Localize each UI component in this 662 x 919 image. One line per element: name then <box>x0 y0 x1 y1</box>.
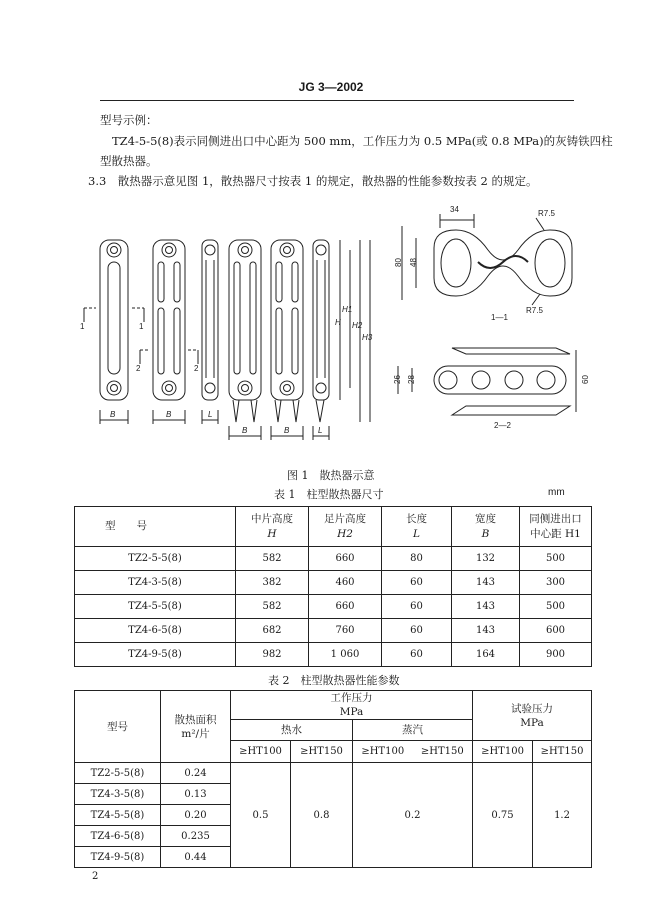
example-line-1: TZ4-5-5(8)表示同侧进出口中心距为 500 mm，工作压力为 0.5 MPa(或 0.8 MPa)的灰铸铁四柱 <box>112 134 613 148</box>
svg-text:2—2: 2—2 <box>494 421 511 430</box>
th-work-pressure: 工作压力 MPa <box>231 691 473 720</box>
cell-l: 60 <box>382 571 452 595</box>
cell-h: 982 <box>236 643 309 667</box>
cell-b: 132 <box>452 547 520 571</box>
section-mark-2b: 2 <box>194 364 199 373</box>
table-2 <box>74 690 592 868</box>
svg-text:R7.5: R7.5 <box>526 306 543 315</box>
cell-l: 60 <box>382 643 452 667</box>
radiator-view-1 <box>100 240 128 400</box>
th-test-pressure: 试验压力 MPa <box>473 691 592 741</box>
th-hot-ht100: ≥HT100 <box>231 741 291 763</box>
table-1-caption: 表 1 柱型散热器尺寸 <box>274 488 384 501</box>
radiator-view-3 <box>202 240 218 400</box>
cell-model: TZ4-3-5(8) <box>75 571 236 595</box>
svg-text:26: 26 <box>393 375 402 384</box>
radiator-view-6 <box>313 240 329 422</box>
cell-h1: 500 <box>520 547 592 571</box>
th-hot-water: 热水 <box>231 720 353 741</box>
table-row <box>75 643 592 667</box>
cell-model: TZ4-6-5(8) <box>75 619 236 643</box>
svg-text:48: 48 <box>409 258 418 267</box>
cell-model: TZ4-9-5(8) <box>75 643 236 667</box>
dim-b-2: B <box>166 410 172 419</box>
svg-text:80: 80 <box>394 258 403 267</box>
cell-h1: 300 <box>520 571 592 595</box>
th-steam-ht150: ≥HT150 <box>420 746 464 758</box>
cell-model: TZ4-3-5(8) <box>75 784 161 805</box>
dim-h: H <box>335 318 341 327</box>
cell-h2: 660 <box>309 595 382 619</box>
cell-l: 60 <box>382 595 452 619</box>
section-mark-1b: 1 <box>139 322 144 331</box>
th-model: 型 号 <box>75 507 236 547</box>
cell-area: 0.235 <box>161 826 231 847</box>
table-2-caption: 表 2 柱型散热器性能参数 <box>268 674 400 687</box>
cell-model: TZ2-5-5(8) <box>75 547 236 571</box>
section-mark-1a: 1 <box>80 322 85 331</box>
svg-text:1—1: 1—1 <box>491 313 508 322</box>
cell-b: 143 <box>452 571 520 595</box>
radiator-view-5 <box>271 240 303 422</box>
table-1 <box>74 506 592 667</box>
cell-steam: 0.2 <box>353 763 473 868</box>
radiator-figure <box>78 200 588 448</box>
page-number: 2 <box>92 871 99 882</box>
cell-l: 60 <box>382 619 452 643</box>
cell-h: 582 <box>236 595 309 619</box>
table-row <box>75 619 592 643</box>
th-area: 散热面积 m²/片 <box>161 691 231 763</box>
cell-h2: 460 <box>309 571 382 595</box>
cell-h: 582 <box>236 547 309 571</box>
th-hot-ht150: ≥HT150 <box>291 741 353 763</box>
cell-h: 382 <box>236 571 309 595</box>
dim-l-1: L <box>208 410 213 419</box>
th-h: 中片高度 H <box>236 507 309 547</box>
cell-test-ht100: 0.75 <box>473 763 533 868</box>
cell-test-ht150: 1.2 <box>533 763 592 868</box>
section-mark-2a: 2 <box>136 364 141 373</box>
dim-b-4: B <box>284 426 290 435</box>
cell-h1: 900 <box>520 643 592 667</box>
th-l: 长度 L <box>382 507 452 547</box>
document-header: JG 3—2002 <box>298 80 364 94</box>
cell-model: TZ4-9-5(8) <box>75 847 161 868</box>
th-model: 型号 <box>75 691 161 763</box>
dim-h2: H2 <box>352 321 363 330</box>
figure-caption: 图 1 散热器示意 <box>287 469 375 482</box>
section-2-2-drawing <box>393 348 590 430</box>
cell-b: 143 <box>452 619 520 643</box>
cell-model: TZ4-5-5(8) <box>75 595 236 619</box>
cell-h: 682 <box>236 619 309 643</box>
cell-h2: 760 <box>309 619 382 643</box>
cell-model: TZ4-5-5(8) <box>75 805 161 826</box>
cell-h2: 1 060 <box>309 643 382 667</box>
table-row <box>75 571 592 595</box>
section-1-1-drawing <box>394 205 572 322</box>
th-steam-ht100: ≥HT100 <box>361 746 405 758</box>
cell-b: 143 <box>452 595 520 619</box>
th-b: 宽度 B <box>452 507 520 547</box>
dim-b-1: B <box>110 410 116 419</box>
th-steam: 蒸汽 <box>353 720 473 741</box>
cell-hot-ht100: 0.5 <box>231 763 291 868</box>
cell-area: 0.24 <box>161 763 231 784</box>
cell-model: TZ4-6-5(8) <box>75 826 161 847</box>
cell-hot-ht150: 0.8 <box>291 763 353 868</box>
th-h2: 足片高度 H2 <box>309 507 382 547</box>
clause-3-3: 3.3 散热器示意见图 1，散热器尺寸按表 1 的规定，散热器的性能参数按表 2 的规定。 <box>88 174 538 188</box>
dim-h3: H3 <box>362 333 373 342</box>
svg-text:60: 60 <box>581 375 590 384</box>
svg-text:R7.5: R7.5 <box>538 209 555 218</box>
table-2-header-row-1 <box>75 691 592 720</box>
cell-area: 0.20 <box>161 805 231 826</box>
th-h1: 同侧进出口 中心距 H1 <box>520 507 592 547</box>
cell-l: 80 <box>382 547 452 571</box>
radiator-view-2 <box>153 240 185 400</box>
th-test-ht150: ≥HT150 <box>533 741 592 763</box>
dim-l-2: L <box>318 426 323 435</box>
cell-h1: 600 <box>520 619 592 643</box>
cell-b: 164 <box>452 643 520 667</box>
cell-area: 0.44 <box>161 847 231 868</box>
cell-h1: 500 <box>520 595 592 619</box>
radiator-view-4 <box>229 240 261 422</box>
example-line-2: 型散热器。 <box>100 154 158 168</box>
dim-h1: H1 <box>342 305 353 314</box>
svg-text:28: 28 <box>407 375 416 384</box>
th-test-ht100: ≥HT100 <box>473 741 533 763</box>
table-row <box>75 547 592 571</box>
table-row <box>75 763 592 784</box>
th-steam-grades <box>353 741 473 763</box>
table-1-header-row <box>75 507 592 547</box>
cell-h2: 660 <box>309 547 382 571</box>
cell-area: 0.13 <box>161 784 231 805</box>
svg-text:34: 34 <box>450 205 459 214</box>
dim-b-3: B <box>242 426 248 435</box>
table-1-unit: mm <box>548 487 565 498</box>
header-rule <box>100 100 574 101</box>
cell-model: TZ2-5-5(8) <box>75 763 161 784</box>
table-row <box>75 595 592 619</box>
example-heading: 型号示例： <box>100 113 158 127</box>
